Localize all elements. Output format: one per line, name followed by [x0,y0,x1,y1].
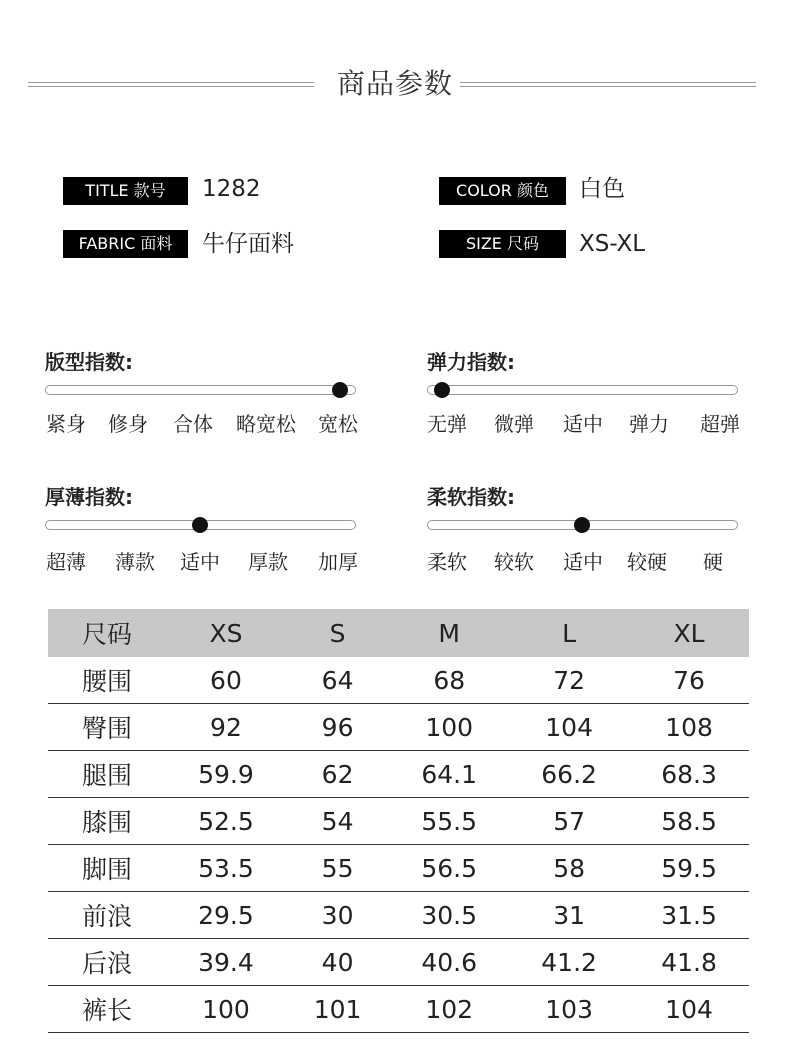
table-cell: 60 [166,657,286,704]
table-cell: 62 [286,751,389,798]
index-label: 硬 [703,550,723,574]
table-header-cell: M [389,609,509,657]
table-cell: 56.5 [389,845,509,892]
table-cell: 腿围 [48,751,166,798]
table-cell: 29.5 [166,892,286,939]
table-cell: 后浪 [48,939,166,986]
index-label: 超薄 [46,550,86,574]
table-cell: 108 [629,704,749,751]
table-cell: 53.5 [166,845,286,892]
index-label: 超弹 [700,412,740,436]
index-track [427,385,738,395]
index-track [45,385,356,395]
index-label: 弹力 [629,412,669,436]
index-label: 紧身 [46,412,86,436]
table-row [48,657,749,704]
size-table [48,609,749,1033]
index-label: 无弹 [427,412,467,436]
index-title: 柔软指数: [427,485,515,509]
table-cell: 104 [629,986,749,1033]
table-cell: 64.1 [389,751,509,798]
table-cell: 41.2 [509,939,629,986]
table-cell: 55 [286,845,389,892]
fabric-tag: FABRIC 面料 [63,230,188,258]
table-cell: 41.8 [629,939,749,986]
table-header-row [48,609,749,657]
table-cell: 59.5 [629,845,749,892]
table-cell: 76 [629,657,749,704]
index-label: 较硬 [627,550,667,574]
table-header-cell: L [509,609,629,657]
index-label: 略宽松 [236,412,296,436]
index-label: 适中 [563,550,603,574]
table-cell: 57 [509,798,629,845]
table-cell: 59.9 [166,751,286,798]
table-cell: 72 [509,657,629,704]
table-row [48,704,749,751]
table-cell: 92 [166,704,286,751]
table-cell: 66.2 [509,751,629,798]
table-cell: 64 [286,657,389,704]
table-header-cell: XS [166,609,286,657]
table-body [48,657,749,1033]
table-cell: 101 [286,986,389,1033]
table-cell: 膝围 [48,798,166,845]
title-tag: TITLE 款号 [63,177,188,205]
table-cell: 58 [509,845,629,892]
table-cell: 30 [286,892,389,939]
color-value: 白色 [579,176,625,202]
table-cell: 腰围 [48,657,166,704]
table-cell: 102 [389,986,509,1033]
table-cell: 96 [286,704,389,751]
index-label: 宽松 [318,412,358,436]
table-cell: 前浪 [48,892,166,939]
index-knob [434,382,450,398]
index-label: 适中 [180,550,220,574]
table-cell: 脚围 [48,845,166,892]
index-label: 较软 [494,550,534,574]
table-cell: 裤长 [48,986,166,1033]
title-value: 1282 [202,176,261,202]
index-label: 厚款 [248,550,288,574]
index-label: 修身 [108,412,148,436]
index-knob [574,517,590,533]
table-cell: 100 [166,986,286,1033]
table-cell: 55.5 [389,798,509,845]
size-tag: SIZE 尺码 [439,230,566,258]
table-cell: 68 [389,657,509,704]
table-cell: 52.5 [166,798,286,845]
page-title: 商品参数 [336,67,453,100]
table-cell: 31 [509,892,629,939]
index-label: 加厚 [318,550,358,574]
index-label: 柔软 [427,550,467,574]
table-cell: 39.4 [166,939,286,986]
table-cell: 31.5 [629,892,749,939]
index-knob [332,382,348,398]
table-row [48,845,749,892]
index-title: 弹力指数: [427,350,515,374]
index-title: 版型指数: [45,350,133,374]
table-cell: 40.6 [389,939,509,986]
fabric-value: 牛仔面料 [202,231,294,257]
index-label: 微弹 [494,412,534,436]
color-tag: COLOR 颜色 [439,177,566,205]
table-cell: 58.5 [629,798,749,845]
table-cell: 103 [509,986,629,1033]
table-header-cell: XL [629,609,749,657]
index-label: 合体 [173,412,213,436]
table-row [48,986,749,1033]
table-cell: 40 [286,939,389,986]
table-row [48,751,749,798]
index-title: 厚薄指数: [45,485,133,509]
index-label: 适中 [563,412,603,436]
table-cell: 30.5 [389,892,509,939]
index-label: 薄款 [115,550,155,574]
table-cell: 54 [286,798,389,845]
table-cell: 104 [509,704,629,751]
table-row [48,798,749,845]
index-knob [192,517,208,533]
table-cell: 100 [389,704,509,751]
table-cell: 臀围 [48,704,166,751]
table-row [48,939,749,986]
table-header-cell: S [286,609,389,657]
table-header-cell: 尺码 [48,609,166,657]
size-value: XS-XL [579,231,646,257]
table-cell: 68.3 [629,751,749,798]
table-row [48,892,749,939]
